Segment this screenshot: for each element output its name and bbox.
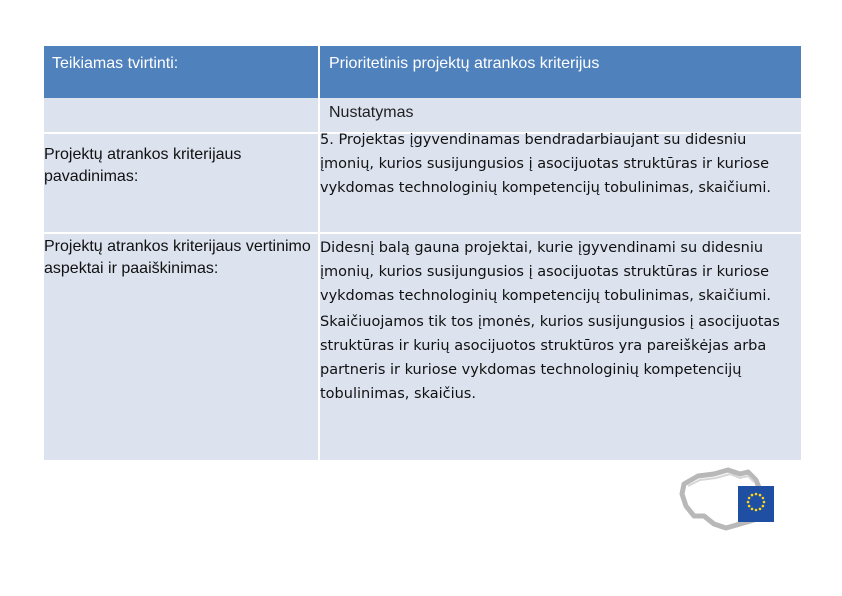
lithuania-map-eu-flag-icon	[678, 466, 778, 532]
criteria-table	[44, 46, 801, 460]
criterion-name-value: 5. Projektas įgyvendinamas bendradarbiaujant su didesniu įmonių, kurios susijungusios į asocijuotas struktūras ir kuriose vykdomas technologinių kompetencijų tobulinimas, skaičiumi.	[320, 132, 771, 196]
criterion-name-row	[44, 133, 801, 233]
criterion-name-label-cell	[44, 133, 319, 233]
nustatymas-empty-cell	[44, 98, 319, 133]
criterion-aspects-value-cell	[319, 233, 801, 460]
header-right-cell	[319, 46, 801, 98]
criterion-aspects-value-1: Didesnį balą gauna projektai, kurie įgyvendinami su didesniu įmonių, kurios susijungusios į asocijuotas struktūras ir kuriose vykdomas technologinių kompetencijų tobulinimas, skaičiumi.	[320, 240, 771, 304]
criterion-name-value-cell	[319, 133, 801, 233]
criterion-aspects-label-cell	[44, 233, 319, 460]
header-left-text: Teikiamas tvirtinti:	[52, 55, 179, 72]
criterion-aspects-label: Projektų atrankos kriterijaus vertinimo aspektai ir paaiškinimas:	[44, 238, 311, 277]
header-left-cell	[44, 46, 319, 98]
eu-flag	[738, 486, 774, 522]
header-right-text: Prioritetinis projektų atrankos kriterijus	[329, 55, 600, 72]
table-header-row	[44, 46, 801, 98]
criterion-aspects-value-2: Skaičiuojamos tik tos įmonės, kurios susijungusios į asocijuotas struktūras ir kurių asocijuotos struktūros yra pareiškėjas arba partneris ir kuriose vykdomas technologinių kompetencijų tobulinimas, skaičius.	[320, 314, 780, 402]
criterion-aspects-row	[44, 233, 801, 460]
criterion-name-label: Projektų atrankos kriterijaus pavadinimas:	[44, 146, 242, 185]
nustatymas-text: Nustatymas	[329, 104, 414, 121]
